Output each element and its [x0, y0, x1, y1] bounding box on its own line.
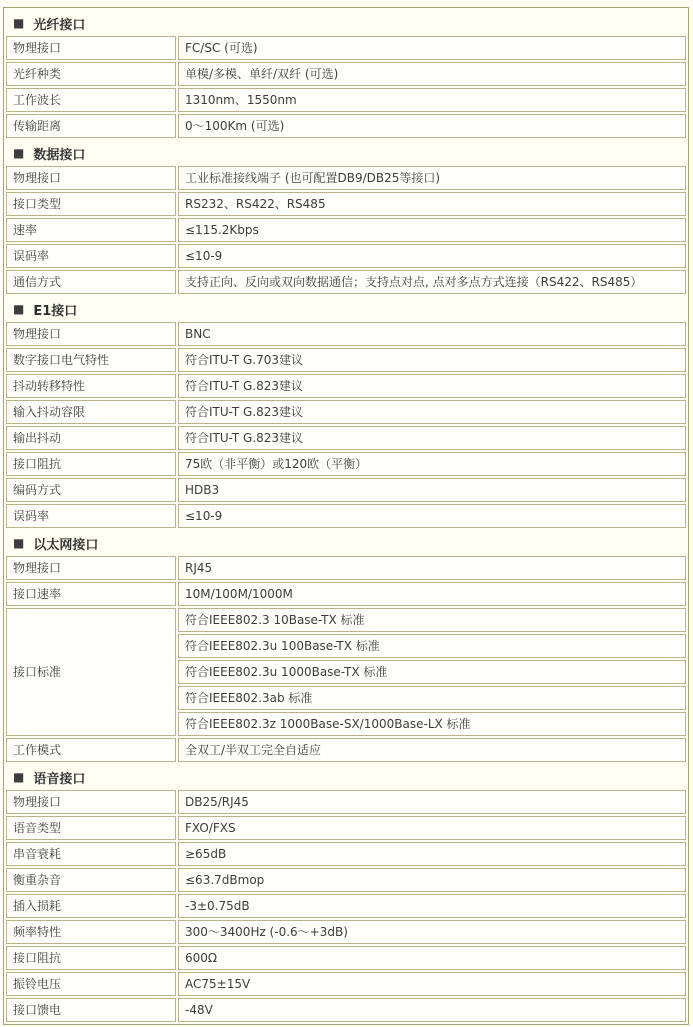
row-label: 衡重杂音 [6, 868, 176, 892]
table-row [6, 738, 686, 762]
section-title: 语音接口 [33, 771, 86, 787]
section-marker-icon: ■ [13, 146, 25, 160]
row-label: 物理接口 [6, 556, 176, 580]
table-row [6, 556, 686, 580]
row-value: FXO/FXS [178, 816, 686, 840]
row-value: ≤63.7dBmop [178, 868, 686, 892]
table-row [6, 36, 686, 60]
row-label: 通信方式 [6, 270, 176, 294]
table-row [6, 374, 686, 398]
row-value: FC/SC (可选) [178, 36, 686, 60]
row-label: 输入抖动容限 [6, 400, 176, 424]
table-row [6, 868, 686, 892]
row-value: 300～3400Hz (-0.6～+3dB) [178, 920, 686, 944]
row-value: 600Ω [178, 946, 686, 970]
row-value: RJ45 [178, 556, 686, 580]
table-row [6, 946, 686, 970]
table-row [6, 842, 686, 866]
row-label: 接口标准 [6, 608, 176, 736]
row-value: 符合ITU-T G.823建议 [178, 400, 686, 424]
row-label: 频率特性 [6, 920, 176, 944]
row-value: ≤10-9 [178, 504, 686, 528]
table-row [6, 244, 686, 268]
row-label: 传输距离 [6, 114, 176, 138]
row-value: AC75±15V [178, 972, 686, 996]
row-label: 数字接口电气特性 [6, 348, 176, 372]
row-value: 75欧（非平衡）或120欧（平衡） [178, 452, 686, 476]
table-row-interface-standards [6, 608, 686, 736]
table-row [6, 62, 686, 86]
row-label: 接口阻抗 [6, 452, 176, 476]
row-value: 全双工/半双工完全自适应 [178, 738, 686, 762]
section-title: 数据接口 [33, 147, 86, 163]
table-row [6, 972, 686, 996]
row-label: 物理接口 [6, 166, 176, 190]
table-row [6, 400, 686, 424]
section-title: E1接口 [33, 303, 78, 319]
table-row [6, 270, 686, 294]
row-value: 符合IEEE802.3u 100Base-TX 标准 [178, 634, 686, 658]
section-header-fiber [6, 10, 686, 36]
row-value: 0～100Km (可选) [178, 114, 686, 138]
row-value: 符合IEEE802.3u 1000Base-TX 标准 [178, 660, 686, 684]
row-value: ≤115.2Kbps [178, 218, 686, 242]
row-label: 物理接口 [6, 790, 176, 814]
row-value: RS232、RS422、RS485 [178, 192, 686, 216]
row-label: 接口馈电 [6, 998, 176, 1022]
row-value: 10M/100M/1000M [178, 582, 686, 606]
row-value: ≤10-9 [178, 244, 686, 268]
row-label: 物理接口 [6, 322, 176, 346]
row-label: 误码率 [6, 244, 176, 268]
section-header-data [6, 140, 686, 166]
table-row [6, 504, 686, 528]
row-label: 误码率 [6, 504, 176, 528]
row-label: 物理接口 [6, 36, 176, 60]
table-row [6, 166, 686, 190]
table-row [6, 218, 686, 242]
row-label: 接口速率 [6, 582, 176, 606]
standards-list [178, 608, 686, 736]
row-value: 支持正向、反向或双向数据通信；支持点对点, 点对多点方式连接（RS422、RS485） [178, 270, 686, 294]
row-label: 语音类型 [6, 816, 176, 840]
row-label: 抖动转移特性 [6, 374, 176, 398]
row-value: DB25/RJ45 [178, 790, 686, 814]
row-label: 串音衰耗 [6, 842, 176, 866]
table-row [6, 192, 686, 216]
row-label: 插入损耗 [6, 894, 176, 918]
row-value: -48V [178, 998, 686, 1022]
table-row [6, 478, 686, 502]
row-value: 符合IEEE802.3ab 标准 [178, 686, 686, 710]
row-value: HDB3 [178, 478, 686, 502]
section-title: 光纤接口 [33, 17, 86, 33]
row-value: 符合ITU-T G.703建议 [178, 348, 686, 372]
table-row [6, 920, 686, 944]
row-label: 输出抖动 [6, 426, 176, 450]
table-row [6, 426, 686, 450]
section-title: 以太网接口 [33, 537, 99, 553]
row-label: 速率 [6, 218, 176, 242]
row-label: 编码方式 [6, 478, 176, 502]
table-row [6, 816, 686, 840]
row-value: BNC [178, 322, 686, 346]
table-row [6, 348, 686, 372]
row-value: -3±0.75dB [178, 894, 686, 918]
table-row [6, 322, 686, 346]
row-value: 符合ITU-T G.823建议 [178, 374, 686, 398]
section-marker-icon: ■ [13, 302, 25, 316]
section-marker-icon: ■ [13, 536, 25, 550]
row-label: 振铃电压 [6, 972, 176, 996]
table-row [6, 998, 686, 1022]
row-value: ≥65dB [178, 842, 686, 866]
row-label: 接口阻抗 [6, 946, 176, 970]
spec-table [3, 7, 689, 1025]
table-row [6, 114, 686, 138]
row-label: 工作波长 [6, 88, 176, 112]
row-value: 工业标准接线端子 (也可配置DB9/DB25等接口) [178, 166, 686, 190]
table-row [6, 88, 686, 112]
row-value: 符合IEEE802.3 10Base-TX 标准 [178, 608, 686, 632]
section-marker-icon: ■ [13, 16, 25, 30]
row-label: 工作模式 [6, 738, 176, 762]
section-header-e1 [6, 296, 686, 322]
row-value: 符合ITU-T G.823建议 [178, 426, 686, 450]
row-value: 符合IEEE802.3z 1000Base-SX/1000Base-LX 标准 [178, 712, 686, 736]
row-label: 接口类型 [6, 192, 176, 216]
section-header-voice [6, 764, 686, 790]
table-row [6, 452, 686, 476]
row-label: 光纤种类 [6, 62, 176, 86]
table-row [6, 790, 686, 814]
section-header-ethernet [6, 530, 686, 556]
row-value: 1310nm、1550nm [178, 88, 686, 112]
section-marker-icon: ■ [13, 770, 25, 784]
table-row [6, 894, 686, 918]
table-row [6, 582, 686, 606]
row-value: 单模/多模、单纤/双纤 (可选) [178, 62, 686, 86]
